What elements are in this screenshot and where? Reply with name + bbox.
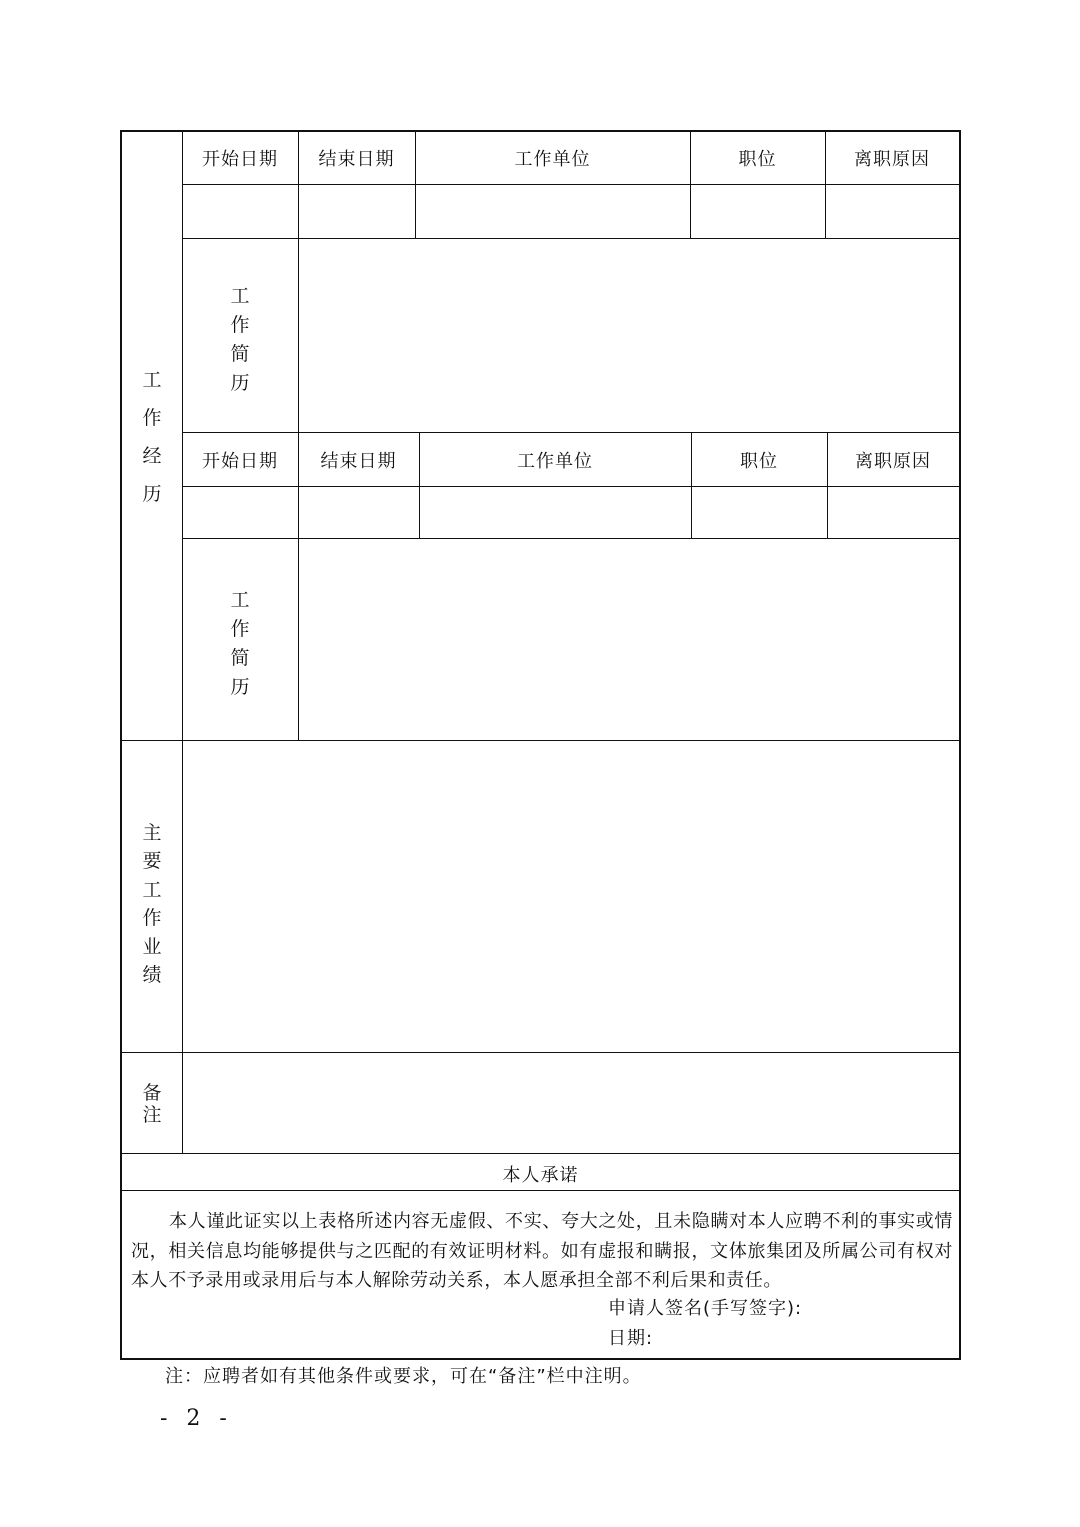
work-resume-field[interactable] bbox=[298, 539, 959, 740]
label-char: 作 bbox=[230, 314, 250, 336]
label-char: 注 bbox=[142, 1104, 162, 1126]
leave-reason-field[interactable] bbox=[825, 185, 959, 238]
start-date-field[interactable] bbox=[182, 185, 298, 238]
header-leave-reason: 离职原因 bbox=[854, 149, 930, 170]
remarks-field[interactable] bbox=[182, 1053, 959, 1153]
label-char: 作 bbox=[230, 618, 250, 640]
label-char: 历 bbox=[142, 483, 162, 505]
footnote: 注：应聘者如有其他条件或要求，可在“备注”栏中注明。 bbox=[165, 1366, 642, 1387]
signature-label: 申请人签名(手写签字): bbox=[608, 1298, 803, 1319]
label-char: 工 bbox=[230, 589, 250, 611]
achievements-field[interactable] bbox=[182, 741, 959, 1052]
label-char: 作 bbox=[142, 407, 162, 429]
header-employer: 工作单位 bbox=[514, 149, 591, 170]
header-end-date: 结束日期 bbox=[318, 149, 395, 170]
header-position: 职位 bbox=[740, 450, 778, 472]
promise-title: 本人承诺 bbox=[502, 1165, 579, 1186]
employer-field[interactable] bbox=[415, 185, 690, 238]
remarks-label bbox=[122, 1080, 182, 1128]
label-char: 要 bbox=[142, 850, 162, 872]
achievements-label bbox=[122, 818, 182, 990]
header-start-date: 开始日期 bbox=[202, 450, 278, 472]
header-end-date: 结束日期 bbox=[320, 450, 397, 472]
header-position: 职位 bbox=[738, 149, 777, 170]
label-char: 历 bbox=[230, 372, 250, 394]
page-number: - 2 - bbox=[160, 1406, 233, 1431]
position-field[interactable] bbox=[690, 185, 825, 238]
end-date-field[interactable] bbox=[298, 487, 419, 538]
header-employer: 工作单位 bbox=[517, 450, 593, 472]
label-char: 作 bbox=[142, 907, 162, 929]
label-char: 工 bbox=[230, 285, 250, 307]
label-char: 简 bbox=[230, 647, 250, 669]
label-char: 主 bbox=[142, 821, 162, 844]
date-label: 日期: bbox=[608, 1328, 654, 1349]
label-char: 业 bbox=[142, 935, 162, 958]
header-leave-reason: 离职原因 bbox=[855, 450, 931, 472]
header-start-date: 开始日期 bbox=[202, 149, 278, 170]
end-date-field[interactable] bbox=[298, 185, 415, 238]
work-resume-field[interactable] bbox=[298, 239, 959, 432]
work-history-label bbox=[122, 362, 182, 512]
application-table bbox=[120, 130, 961, 1360]
promise-statement: 本人谨此证实以上表格所述内容无虚假、不实、夸大之处，且未隐瞒对本人应聘不利的事实或情况，相关信息均能够提供与之匹配的有效证明材料。如有虚报和瞒报，文体旅集团及所属公司有权对本人不予录用或录用后与本人解除劳动关系，本人愿承担全部不利后果和责任。 bbox=[131, 1211, 953, 1291]
label-char: 工 bbox=[142, 369, 162, 391]
label-char: 工 bbox=[142, 878, 162, 901]
label-char: 绩 bbox=[142, 964, 162, 986]
position-field[interactable] bbox=[691, 487, 827, 538]
label-char: 简 bbox=[230, 343, 250, 365]
work-resume-label bbox=[182, 584, 298, 704]
label-char: 经 bbox=[142, 445, 162, 467]
work-resume-label bbox=[182, 280, 298, 400]
label-char: 备 bbox=[142, 1082, 162, 1104]
label-char: 历 bbox=[230, 676, 250, 698]
leave-reason-field[interactable] bbox=[827, 487, 959, 538]
employer-field[interactable] bbox=[419, 487, 691, 538]
start-date-field[interactable] bbox=[182, 487, 298, 538]
